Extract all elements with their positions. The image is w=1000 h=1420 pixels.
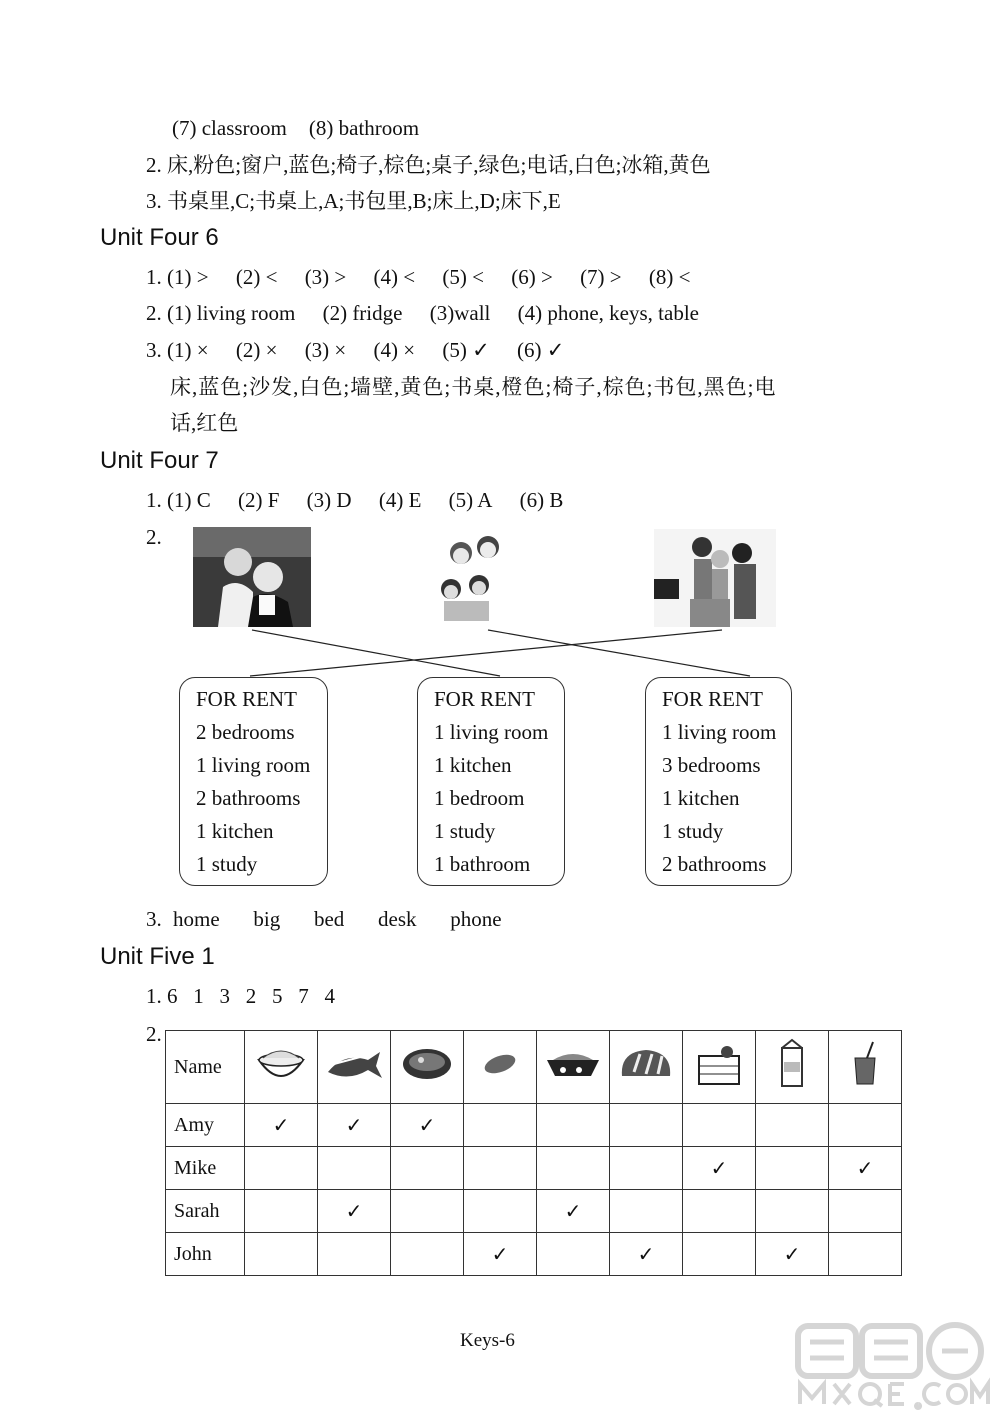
egg-icon: [464, 1031, 537, 1104]
q1-number: 1.: [146, 488, 162, 512]
rice-bowl-icon: [245, 1031, 318, 1104]
check-cell: [829, 1233, 902, 1276]
check-cell: [245, 1190, 318, 1233]
q1-answer: (3) D: [306, 488, 352, 512]
check-cell: [756, 1190, 829, 1233]
box-item: 1 study: [662, 819, 724, 843]
fish-icon: [318, 1031, 391, 1104]
check-cell: [391, 1233, 464, 1276]
box-item: 2 bathrooms: [196, 786, 301, 810]
check-cell: ✓: [683, 1147, 756, 1190]
table-row: [166, 1104, 902, 1147]
milk-icon: [756, 1031, 829, 1104]
for-rent-box-1: [179, 677, 328, 886]
check-cell: [756, 1147, 829, 1190]
juice-icon: [829, 1031, 902, 1104]
check-cell: ✓: [464, 1233, 537, 1276]
food-checklist-table: [165, 1030, 902, 1276]
row-name: Mike: [166, 1147, 245, 1190]
row-name: Amy: [166, 1104, 245, 1147]
match-line-1: [252, 630, 500, 676]
q3-answer: (1) ×: [167, 338, 209, 362]
box-item: 1 kitchen: [434, 753, 512, 777]
answer-line-2: 2. 床,粉色;窗户,蓝色;椅子,棕色;桌子,绿色;电话,白色;冰箱,黄色: [146, 153, 711, 177]
check-cell: [683, 1104, 756, 1147]
q3-color-text-1: 床,蓝色;沙发,白色;墙壁,黄色;书桌,橙色;椅子,棕色;书包,黑色;电: [170, 375, 777, 399]
check-cell: [683, 1233, 756, 1276]
q3-answer: (2) ×: [235, 338, 278, 362]
check-cell: [464, 1190, 537, 1233]
check-cell: [318, 1147, 391, 1190]
q1-number: 1.: [146, 265, 162, 289]
row-name: John: [166, 1233, 245, 1276]
check-cell: ✓: [245, 1104, 318, 1147]
check-cell: ✓: [829, 1147, 902, 1190]
q2-answer: (4) phone, keys, table: [517, 301, 699, 325]
check-cell: ✓: [756, 1233, 829, 1276]
q3-color-text-2: 话,红色: [170, 411, 239, 435]
unit-five-1-heading: Unit Five 1: [100, 943, 215, 970]
q1-answer: (2) <: [235, 265, 278, 289]
q1-answer: (2) F: [238, 488, 280, 512]
check-cell: ✓: [610, 1233, 683, 1276]
unit-four-7-heading: Unit Four 7: [100, 447, 219, 474]
q1-answer: (3) >: [304, 265, 347, 289]
check-cell: [245, 1233, 318, 1276]
table-row: [166, 1190, 902, 1233]
row-name: Sarah: [166, 1190, 245, 1233]
check-cell: [537, 1147, 610, 1190]
check-cell: [610, 1147, 683, 1190]
q1-answer: (5) <: [442, 265, 484, 289]
q3-answer: (3) ×: [304, 338, 347, 362]
check-cell: [829, 1190, 902, 1233]
box-title: FOR RENT: [196, 687, 297, 711]
check-cell: [464, 1147, 537, 1190]
match-line-2: [488, 630, 750, 676]
q1-answer: (4) E: [378, 488, 422, 512]
column-header-name: Name: [166, 1031, 245, 1104]
check-cell: [756, 1104, 829, 1147]
q1-answer: (1) C: [167, 488, 211, 512]
q3-answer: (5) ✓: [442, 338, 490, 362]
check-cell: [391, 1147, 464, 1190]
check-cell: [610, 1190, 683, 1233]
for-rent-box-2: [417, 677, 565, 886]
table-header-row: [166, 1031, 902, 1104]
q1-answer: (6) >: [511, 265, 553, 289]
q1-answer: (6) B: [519, 488, 564, 512]
check-cell: [391, 1190, 464, 1233]
q1-answer: (7) >: [580, 265, 622, 289]
watermark-logo: [790, 1320, 990, 1410]
answer-line-3: 3. 书桌里,C;书桌上,A;书包里,B;床上,D;床下,E: [146, 189, 561, 213]
box-item: 1 study: [434, 819, 496, 843]
box-item: 1 living room: [662, 720, 777, 744]
check-cell: [537, 1233, 610, 1276]
q2-number: 2.: [146, 301, 162, 325]
answer-8: (8) bathroom: [308, 116, 420, 140]
q2-answer: (1) living room: [167, 301, 296, 325]
check-cell: ✓: [318, 1190, 391, 1233]
q3-number: 3.: [146, 338, 162, 362]
q1-answer: (4) <: [373, 265, 416, 289]
check-cell: ✓: [318, 1104, 391, 1147]
unit-four-6-heading: Unit Four 6: [100, 224, 219, 251]
check-cell: [464, 1104, 537, 1147]
q3-answer: (6) ✓: [516, 338, 565, 362]
q3-answer: (4) ×: [373, 338, 416, 362]
unit-five-1-q2-number: 2.: [146, 1022, 162, 1046]
q2-answer: (2) fridge: [322, 301, 403, 325]
box-item: 1 kitchen: [662, 786, 740, 810]
box-item: 2 bathrooms: [662, 852, 767, 876]
q2-answer: (3)wall: [429, 301, 491, 325]
match-line-3: [250, 630, 722, 676]
box-item: 1 bedroom: [434, 786, 525, 810]
box-item: 1 living room: [434, 720, 549, 744]
box-title: FOR RENT: [662, 687, 763, 711]
q1-answer: (8) <: [648, 265, 691, 289]
box-item: 1 bathroom: [434, 852, 531, 876]
unit-four-7-q2-number: 2.: [146, 525, 162, 549]
noodles-icon: [537, 1031, 610, 1104]
check-cell: ✓: [391, 1104, 464, 1147]
check-cell: [829, 1104, 902, 1147]
bread-icon: [610, 1031, 683, 1104]
check-cell: [318, 1233, 391, 1276]
unit-four-7-q3: 3. home big bed desk phone: [146, 907, 502, 931]
matching-lines: [0, 0, 1000, 700]
soup-icon: [391, 1031, 464, 1104]
check-cell: [537, 1104, 610, 1147]
q1-answer: (1) >: [167, 265, 209, 289]
box-item: 1 living room: [196, 753, 311, 777]
page-footer: Keys-6: [460, 1330, 515, 1351]
box-item: 1 kitchen: [196, 819, 274, 843]
cake-icon: [683, 1031, 756, 1104]
table-row: [166, 1233, 902, 1276]
box-item: 2 bedrooms: [196, 720, 295, 744]
check-cell: ✓: [537, 1190, 610, 1233]
check-cell: [245, 1147, 318, 1190]
q1-answer: (5) A: [448, 488, 493, 512]
check-cell: [610, 1104, 683, 1147]
for-rent-box-3: [645, 677, 792, 886]
box-item: 1 study: [196, 852, 258, 876]
answer-7: (7) classroom: [172, 116, 287, 140]
unit-five-1-q1: 1. 6 1 3 2 5 7 4: [146, 984, 335, 1008]
check-cell: [683, 1190, 756, 1233]
box-item: 3 bedrooms: [662, 753, 761, 777]
box-title: FOR RENT: [434, 687, 535, 711]
table-row: [166, 1147, 902, 1190]
